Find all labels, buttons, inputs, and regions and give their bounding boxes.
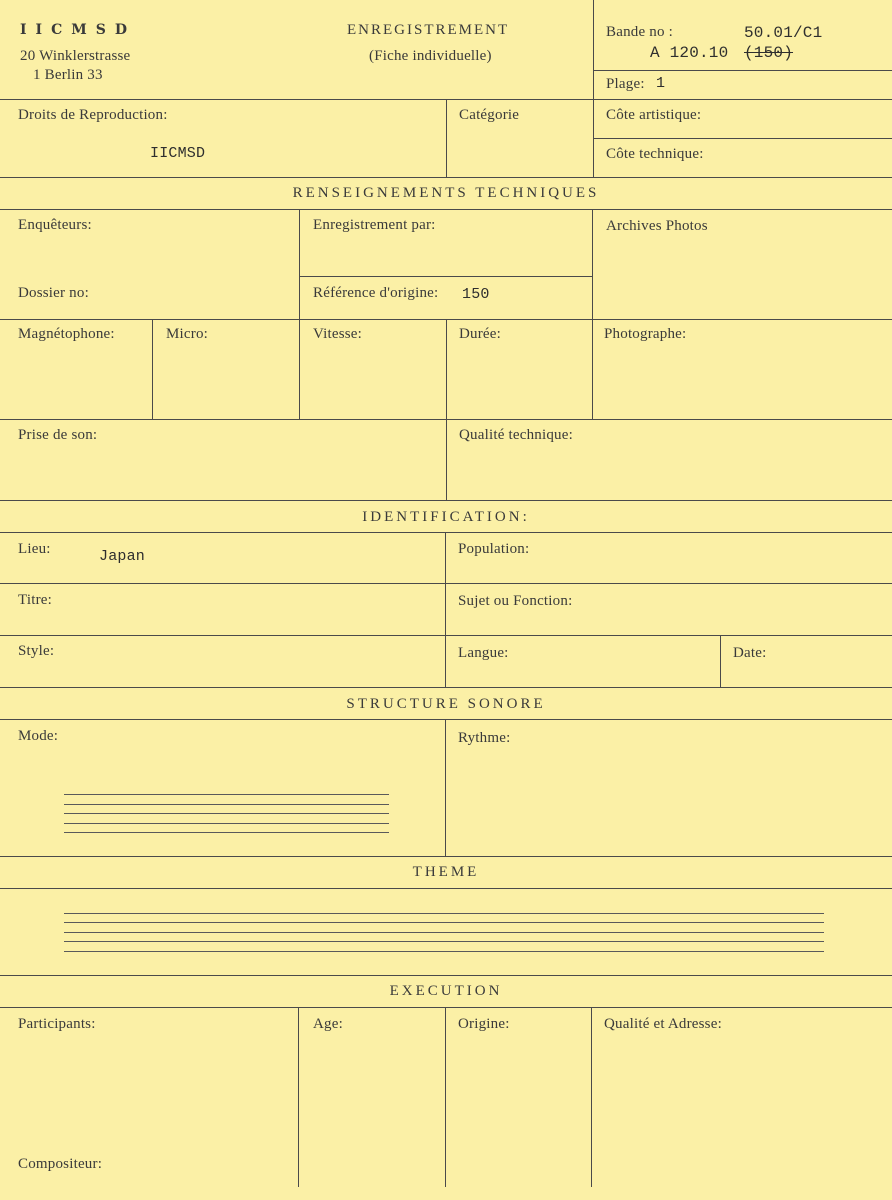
rights-divider	[446, 99, 447, 177]
qualite-adresse-label: Qualité et Adresse:	[604, 1016, 722, 1032]
technical-divider	[446, 319, 447, 419]
lieu-value: Japan	[99, 548, 146, 565]
langue-label: Langue:	[458, 645, 509, 661]
reference-label: Référence d'origine:	[313, 285, 439, 301]
style-label: Style:	[18, 643, 55, 659]
prise-de-son-label: Prise de son:	[18, 427, 98, 443]
lieu-label: Lieu:	[18, 541, 51, 557]
execution-divider	[591, 1007, 592, 1187]
magnetophone-label: Magnétophone:	[18, 326, 115, 342]
execution-divider	[298, 1007, 299, 1187]
address-line-2: 1 Berlin 33	[33, 67, 103, 83]
rule	[0, 583, 892, 584]
age-label: Age:	[313, 1016, 343, 1032]
plage-value: 1	[656, 75, 666, 92]
population-label: Population:	[458, 541, 530, 557]
rule	[0, 635, 892, 636]
form-title: ENREGISTREMENT	[347, 22, 510, 38]
duree-label: Durée:	[459, 326, 502, 342]
bande-value-secondary: A 120.10	[650, 44, 729, 62]
rule	[0, 500, 892, 501]
section-structure: STRUCTURE SONORE	[346, 696, 546, 712]
reference-value: 150	[462, 286, 490, 303]
rule	[0, 888, 892, 889]
technical-divider	[152, 319, 153, 419]
dossier-label: Dossier no:	[18, 285, 89, 301]
identification-divider	[720, 635, 721, 687]
cote-artistique-label: Côte artistique:	[606, 107, 702, 123]
technical-divider	[446, 419, 447, 500]
rythme-label: Rythme:	[458, 730, 511, 746]
section-execution: EXECUTION	[389, 983, 503, 999]
mode-label: Mode:	[18, 728, 59, 744]
origine-label: Origine:	[458, 1016, 510, 1032]
rule	[593, 70, 892, 71]
archives-photos-label: Archives Photos	[606, 218, 708, 234]
technical-divider	[592, 209, 593, 319]
technical-divider	[299, 319, 300, 419]
rule	[0, 975, 892, 976]
rule	[299, 276, 592, 277]
vitesse-label: Vitesse:	[313, 326, 363, 342]
form-subtitle: (Fiche individuelle)	[369, 48, 492, 64]
rule	[0, 687, 892, 688]
bande-value: 50.01/C1	[744, 24, 823, 42]
participants-label: Participants:	[18, 1016, 96, 1032]
rule	[0, 856, 892, 857]
execution-divider	[445, 1007, 446, 1187]
sujet-label: Sujet ou Fonction:	[458, 593, 573, 609]
technical-divider	[592, 319, 593, 419]
section-theme: THEME	[412, 864, 480, 880]
categorie-label: Catégorie	[459, 107, 520, 123]
date-label: Date:	[733, 645, 767, 661]
section-technical: RENSEIGNEMENTS TECHNIQUES	[292, 185, 600, 201]
qualite-technique-label: Qualité technique:	[459, 427, 573, 443]
rule	[0, 209, 892, 210]
titre-label: Titre:	[18, 592, 52, 608]
enregistrement-par-label: Enregistrement par:	[313, 217, 436, 233]
bande-label: Bande no :	[606, 24, 673, 40]
micro-label: Micro:	[166, 326, 209, 342]
technical-divider	[299, 209, 300, 319]
address-line-1: 20 Winklerstrasse	[20, 48, 131, 64]
identification-divider	[445, 532, 446, 687]
enqueteurs-label: Enquêteurs:	[18, 217, 92, 233]
droits-value: IICMSD	[150, 145, 206, 162]
header-divider	[593, 0, 594, 99]
rule	[0, 1007, 892, 1008]
rule	[0, 719, 892, 720]
bande-value-struck: (150)	[744, 44, 794, 62]
rule	[0, 532, 892, 533]
rule	[0, 177, 892, 178]
cote-technique-label: Côte technique:	[606, 146, 704, 162]
structure-divider	[445, 719, 446, 856]
institution-logo: IICMSD	[20, 22, 136, 38]
rule	[593, 138, 892, 139]
droits-label: Droits de Reproduction:	[18, 107, 168, 123]
section-identification: IDENTIFICATION:	[362, 509, 530, 525]
plage-label: Plage:	[606, 76, 645, 92]
photographe-label: Photographe:	[604, 326, 687, 342]
compositeur-label: Compositeur:	[18, 1156, 103, 1172]
